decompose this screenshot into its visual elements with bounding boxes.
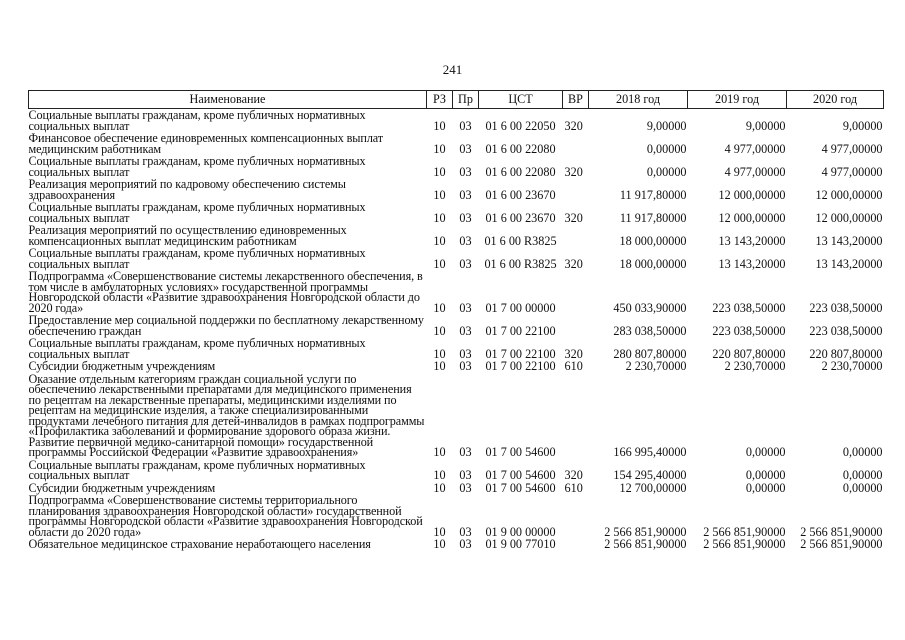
cell-name: Социальные выплаты гражданам, кроме публичных нормативных социальных выплат	[28, 336, 366, 361]
cell-vr: 320	[564, 256, 583, 271]
header-2019: 2019 год	[688, 91, 787, 109]
cell-name: Социальные выплаты гражданам, кроме публичных нормативных социальных выплат	[28, 246, 366, 271]
cell-2018: 2 566 851,90000	[604, 537, 687, 551]
table-row	[29, 155, 884, 178]
table-row	[29, 494, 884, 538]
table-row	[29, 224, 884, 247]
cell-vr	[563, 538, 589, 551]
cell-2019: 4 977,00000	[724, 141, 786, 156]
cell-cst: 01 6 00 R3825	[484, 256, 557, 271]
cell-2019: 220 807,80000	[712, 346, 786, 361]
table-header-row	[29, 91, 884, 109]
cell-name: Подпрограмма «Совершенствование системы территориального планирования здравоохранения Новгородской области» государственной программы Новгородской области «Развитие здравоохранения Новгородской области до 2020 года»	[28, 493, 423, 539]
cell-name: Социальные выплаты гражданам, кроме публичных нормативных социальных выплат	[28, 154, 366, 179]
cell-cst: 01 6 00 23670	[485, 210, 556, 225]
cell-2018: 166 995,40000	[613, 445, 687, 459]
cell-name: Социальные выплаты гражданам, кроме публичных нормативных социальных выплат	[28, 108, 366, 133]
cell-2020: 2 230,70000	[821, 359, 883, 373]
cell-2018: 2 566 851,90000	[604, 524, 687, 539]
cell-cst: 01 7 00 54600	[485, 480, 556, 495]
cell-2019: 12 000,00000	[718, 187, 786, 202]
cell-2019: 12 000,00000	[718, 210, 786, 225]
cell-name: Финансовое обеспечение единовременных компенсационных выплат медицинским работникам	[28, 131, 384, 156]
table-row	[29, 247, 884, 270]
cell-pr: 03	[459, 537, 472, 551]
cell-cst: 01 7 00 00000	[485, 300, 556, 315]
header-vr: ВР	[563, 91, 589, 109]
cell-2019: 4 977,00000	[724, 164, 786, 179]
cell-vr	[563, 224, 589, 247]
cell-2020: 0,00000	[842, 480, 883, 495]
table-row	[29, 270, 884, 314]
cell-name: Оказание отдельным категориям граждан социальной услуги по обеспечению лекарственными препаратами для медицинского применения по рецептам на лекарственные препараты, медицинскими изделиями по рецептам на медицинские изделия, а также специализированными продуктами лечебного питания для детей-инвалидов в рамках подпрограммы «Профилактика заболеваний и формирование здорового образа жизни. Развитие первичной медико-санитарной помощи» государственной программы Российской Федерации «Развитие здравоохранения»	[28, 371, 425, 459]
table-body	[29, 109, 884, 551]
cell-cst: 01 6 00 R3825	[484, 233, 557, 248]
cell-rz: 10	[433, 300, 446, 315]
cell-2018: 11 917,80000	[619, 187, 687, 202]
cell-2018: 18 000,00000	[619, 256, 687, 271]
cell-rz: 10	[433, 524, 446, 539]
cell-vr	[563, 494, 589, 538]
cell-2020: 4 977,00000	[821, 141, 883, 156]
cell-pr: 03	[459, 233, 472, 248]
cell-vr	[563, 373, 589, 459]
table-row	[29, 178, 884, 201]
header-2020: 2020 год	[787, 91, 884, 109]
cell-vr	[563, 132, 589, 155]
cell-vr	[563, 178, 589, 201]
cell-2018: 283 038,50000	[613, 323, 687, 338]
cell-vr	[563, 270, 589, 314]
table-row	[29, 109, 884, 133]
cell-2020: 223 038,50000	[809, 300, 883, 315]
cell-2018: 154 295,40000	[613, 468, 687, 482]
table-row	[29, 373, 884, 459]
cell-name: Подпрограмма «Совершенствование системы лекарственного обеспечения, в том числе в амбулаторных условиях» государственной программы Новгородской области «Развитие здравоохранения Новгородской области до 2020 года»	[28, 269, 423, 315]
cell-2020: 13 143,20000	[815, 233, 883, 248]
cell-vr: 320	[564, 346, 583, 361]
cell-2020: 2 566 851,90000	[800, 524, 883, 539]
cell-2019: 13 143,20000	[718, 233, 786, 248]
cell-rz: 10	[433, 537, 446, 551]
cell-2020: 12 000,00000	[815, 187, 883, 202]
cell-2020: 0,00000	[842, 445, 883, 459]
cell-2018: 2 230,70000	[625, 359, 687, 373]
cell-pr: 03	[459, 187, 472, 202]
cell-cst: 01 6 00 22050	[485, 118, 556, 133]
cell-name: Предоставление мер социальной поддержки по бесплатному лекарственному обеспечению граждан	[28, 313, 424, 338]
cell-2018: 450 033,90000	[613, 300, 687, 315]
cell-name: Социальные выплаты гражданам, кроме публичных нормативных социальных выплат	[28, 457, 366, 482]
cell-cst: 01 6 00 23670	[485, 187, 556, 202]
cell-rz: 10	[433, 187, 446, 202]
cell-pr: 03	[459, 359, 472, 373]
page-number: 241	[442, 62, 463, 77]
cell-2019: 223 038,50000	[712, 323, 786, 338]
cell-pr: 03	[459, 480, 472, 495]
cell-rz: 10	[433, 164, 446, 179]
cell-cst: 01 7 00 22100	[485, 359, 556, 373]
cell-name: Реализация мероприятий по осуществлению единовременных компенсационных выплат медицинским работникам	[28, 223, 347, 248]
header-2018: 2018 год	[589, 91, 688, 109]
cell-2019: 2 230,70000	[724, 359, 786, 373]
cell-2018: 12 700,00000	[619, 480, 687, 495]
cell-vr: 610	[564, 359, 583, 373]
cell-cst: 01 7 00 54600	[485, 445, 556, 459]
cell-rz: 10	[433, 118, 446, 133]
cell-2020: 12 000,00000	[815, 210, 883, 225]
cell-cst: 01 9 00 00000	[485, 524, 556, 539]
cell-2019: 0,00000	[745, 480, 786, 495]
table-row	[29, 337, 884, 360]
cell-2020: 220 807,80000	[809, 346, 883, 361]
budget-table	[28, 90, 884, 551]
table-row	[29, 459, 884, 482]
cell-pr: 03	[459, 210, 472, 225]
cell-2018: 0,00000	[646, 141, 687, 156]
header-pr: Пр	[453, 91, 479, 109]
cell-cst: 01 6 00 22080	[485, 141, 556, 156]
cell-name: Субсидии бюджетным учреждениям	[28, 480, 216, 495]
cell-pr: 03	[459, 118, 472, 133]
cell-2019: 2 566 851,90000	[703, 537, 786, 551]
cell-2019: 9,00000	[745, 118, 786, 133]
cell-2019: 2 566 851,90000	[703, 524, 786, 539]
cell-pr: 03	[459, 300, 472, 315]
cell-vr: 320	[564, 118, 583, 133]
cell-2020: 9,00000	[842, 118, 883, 133]
cell-vr: 320	[564, 210, 583, 225]
cell-cst: 01 7 00 22100	[485, 323, 556, 338]
cell-2018: 9,00000	[646, 118, 687, 133]
cell-name: Субсидии бюджетным учреждениям	[28, 359, 216, 373]
cell-2020: 0,00000	[842, 468, 883, 482]
cell-name: Реализация мероприятий по кадровому обеспечению системы здравоохранения	[28, 177, 346, 202]
cell-pr: 03	[459, 468, 472, 482]
cell-pr: 03	[459, 141, 472, 156]
table-row	[29, 314, 884, 337]
cell-rz: 10	[433, 445, 446, 459]
cell-name: Социальные выплаты гражданам, кроме публичных нормативных социальных выплат	[28, 200, 366, 225]
cell-rz: 10	[433, 233, 446, 248]
cell-rz: 10	[433, 141, 446, 156]
table-row	[29, 538, 884, 551]
cell-2018: 0,00000	[646, 164, 687, 179]
cell-rz: 10	[433, 468, 446, 482]
header-name: Наименование	[29, 91, 427, 109]
cell-2019: 0,00000	[745, 468, 786, 482]
cell-pr: 03	[459, 256, 472, 271]
cell-2018: 18 000,00000	[619, 233, 687, 248]
cell-rz: 10	[433, 210, 446, 225]
cell-pr: 03	[459, 164, 472, 179]
cell-2020: 223 038,50000	[809, 323, 883, 338]
cell-rz: 10	[433, 323, 446, 338]
cell-2020: 4 977,00000	[821, 164, 883, 179]
cell-vr: 320	[564, 164, 583, 179]
cell-rz: 10	[433, 480, 446, 495]
cell-rz: 10	[433, 346, 446, 361]
cell-vr: 610	[564, 480, 583, 495]
header-cst: ЦСТ	[479, 91, 563, 109]
cell-pr: 03	[459, 346, 472, 361]
cell-2019: 0,00000	[745, 445, 786, 459]
cell-vr: 320	[564, 468, 583, 482]
cell-2020: 2 566 851,90000	[800, 537, 883, 551]
cell-cst: 01 7 00 54600	[485, 468, 556, 482]
cell-vr	[563, 314, 589, 337]
table-row	[29, 360, 884, 373]
cell-rz: 10	[433, 256, 446, 271]
table-row	[29, 132, 884, 155]
cell-2018: 11 917,80000	[619, 210, 687, 225]
cell-name: Обязательное медицинское страхование неработающего населения	[28, 537, 371, 551]
header-rz: РЗ	[427, 91, 453, 109]
table-row	[29, 201, 884, 224]
cell-cst: 01 6 00 22080	[485, 164, 556, 179]
cell-pr: 03	[459, 445, 472, 459]
cell-cst: 01 7 00 22100	[485, 346, 556, 361]
cell-pr: 03	[459, 524, 472, 539]
cell-2019: 223 038,50000	[712, 300, 786, 315]
cell-rz: 10	[433, 359, 446, 373]
cell-cst: 01 9 00 77010	[485, 537, 556, 551]
cell-2018: 280 807,80000	[613, 346, 687, 361]
cell-2020: 13 143,20000	[815, 256, 883, 271]
cell-2019: 13 143,20000	[718, 256, 786, 271]
cell-pr: 03	[459, 323, 472, 338]
